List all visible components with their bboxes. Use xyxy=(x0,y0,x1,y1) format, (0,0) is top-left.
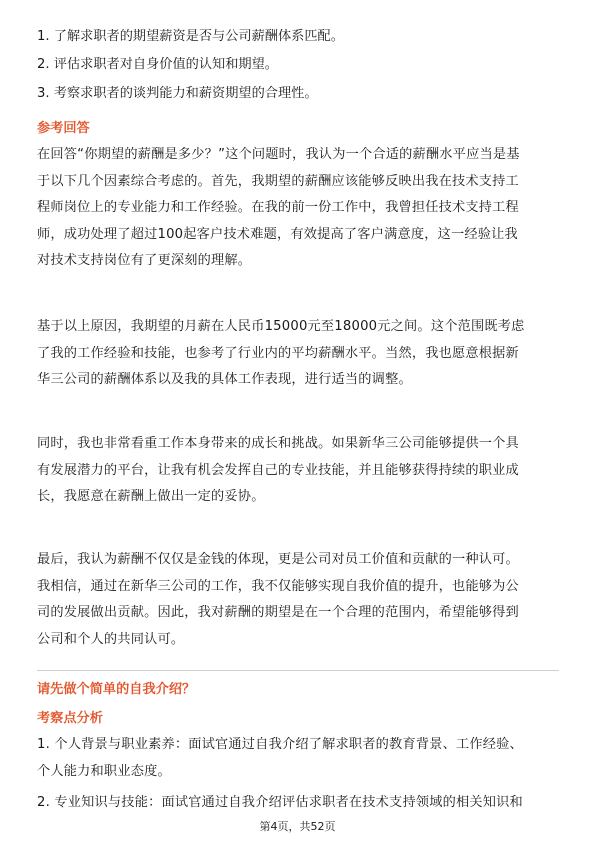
section-divider xyxy=(37,670,559,671)
answer-paragraph-4 xyxy=(37,547,559,653)
page-footer: 第4页，共52页 xyxy=(259,820,336,833)
paragraph-line: 同时，我也非常看重工作本身带来的成长和挑战。如果新华三公司能够提供一个具 xyxy=(37,436,519,451)
paragraph-line: 了我的工作经验和技能，也参考了行业内的平均薪酬水平。当然，我也愿意根据新 xyxy=(37,345,519,361)
answer-paragraph-2 xyxy=(37,314,559,394)
answer-paragraph-1 xyxy=(37,142,559,275)
reference-answer-heading: 参考回答 xyxy=(37,121,90,136)
paragraph-line: 我相信，通过在新华三公司的工作，我不仅能够实现自我价值的提升，也能够为公 xyxy=(37,578,519,594)
next-question-heading: 请先做个简单的自我介绍？ xyxy=(37,682,196,697)
paragraph-line: 在回答“你期望的薪酬是多少？”这个问题时，我认为一个合适的薪酬水平应当是基 xyxy=(37,147,520,162)
paragraph-line: 师，成功处理了超过100起客户技术难题，有效提高了客户满意度，这一经验让我 xyxy=(37,226,518,242)
answer-paragraph-3 xyxy=(37,431,559,511)
analysis-list-item-1 xyxy=(37,732,559,785)
paragraph-line: 司的发展做出贡献。因此，我对薪酬的期望是在一个合理的范围内，希望能够得到 xyxy=(37,605,519,621)
paragraph-line: 华三公司的薪酬体系以及我的具体工作表现，进行适当的调整。 xyxy=(37,372,412,388)
list-item: 2. 评估求职者对自身价值的认知和期望。 xyxy=(37,57,278,72)
list-item-line: 1. 个人背景与职业素养：面试官通过自我介绍了解求职者的教育背景、工作经验、 xyxy=(37,737,523,752)
list-item-line: 个人能力和职业态度。 xyxy=(37,763,171,779)
list-item: 1. 了解求职者的期望薪资是否与公司薪酬体系匹配。 xyxy=(37,29,344,44)
analysis-list-item-2 xyxy=(37,790,559,817)
list-item-line: 2. 专业知识与技能：面试官通过自我介绍评估求职者在技术支持领域的相关知识和 xyxy=(37,795,523,810)
analysis-heading: 考察点分析 xyxy=(37,711,103,726)
paragraph-line: 对技术支持岗位有了更深刻的理解。 xyxy=(37,253,252,269)
paragraph-line: 长，我愿意在薪酬上做出一定的妥协。 xyxy=(37,489,265,505)
paragraph-line: 程师岗位上的专业能力和工作经验。在我的前一份工作中，我曾担任技术支持工程 xyxy=(37,200,519,216)
paragraph-line: 于以下几个因素综合考虑的。首先，我期望的薪酬应该能够反映出我在技术支持工 xyxy=(37,173,519,189)
paragraph-line: 有发展潜力的平台，让我有机会发挥自己的专业技能，并且能够获得持续的职业成 xyxy=(37,462,519,478)
paragraph-line: 基于以上原因，我期望的月薪在人民币15000元至18000元之间。这个范围既考虑 xyxy=(37,319,525,334)
paragraph-line: 最后，我认为薪酬不仅仅是金钱的体现，更是公司对员工价值和贡献的一种认可。 xyxy=(37,552,519,567)
paragraph-line: 公司和个人的共同认可。 xyxy=(37,631,185,647)
list-item: 3. 考察求职者的谈判能力和薪资期望的合理性。 xyxy=(37,86,318,101)
